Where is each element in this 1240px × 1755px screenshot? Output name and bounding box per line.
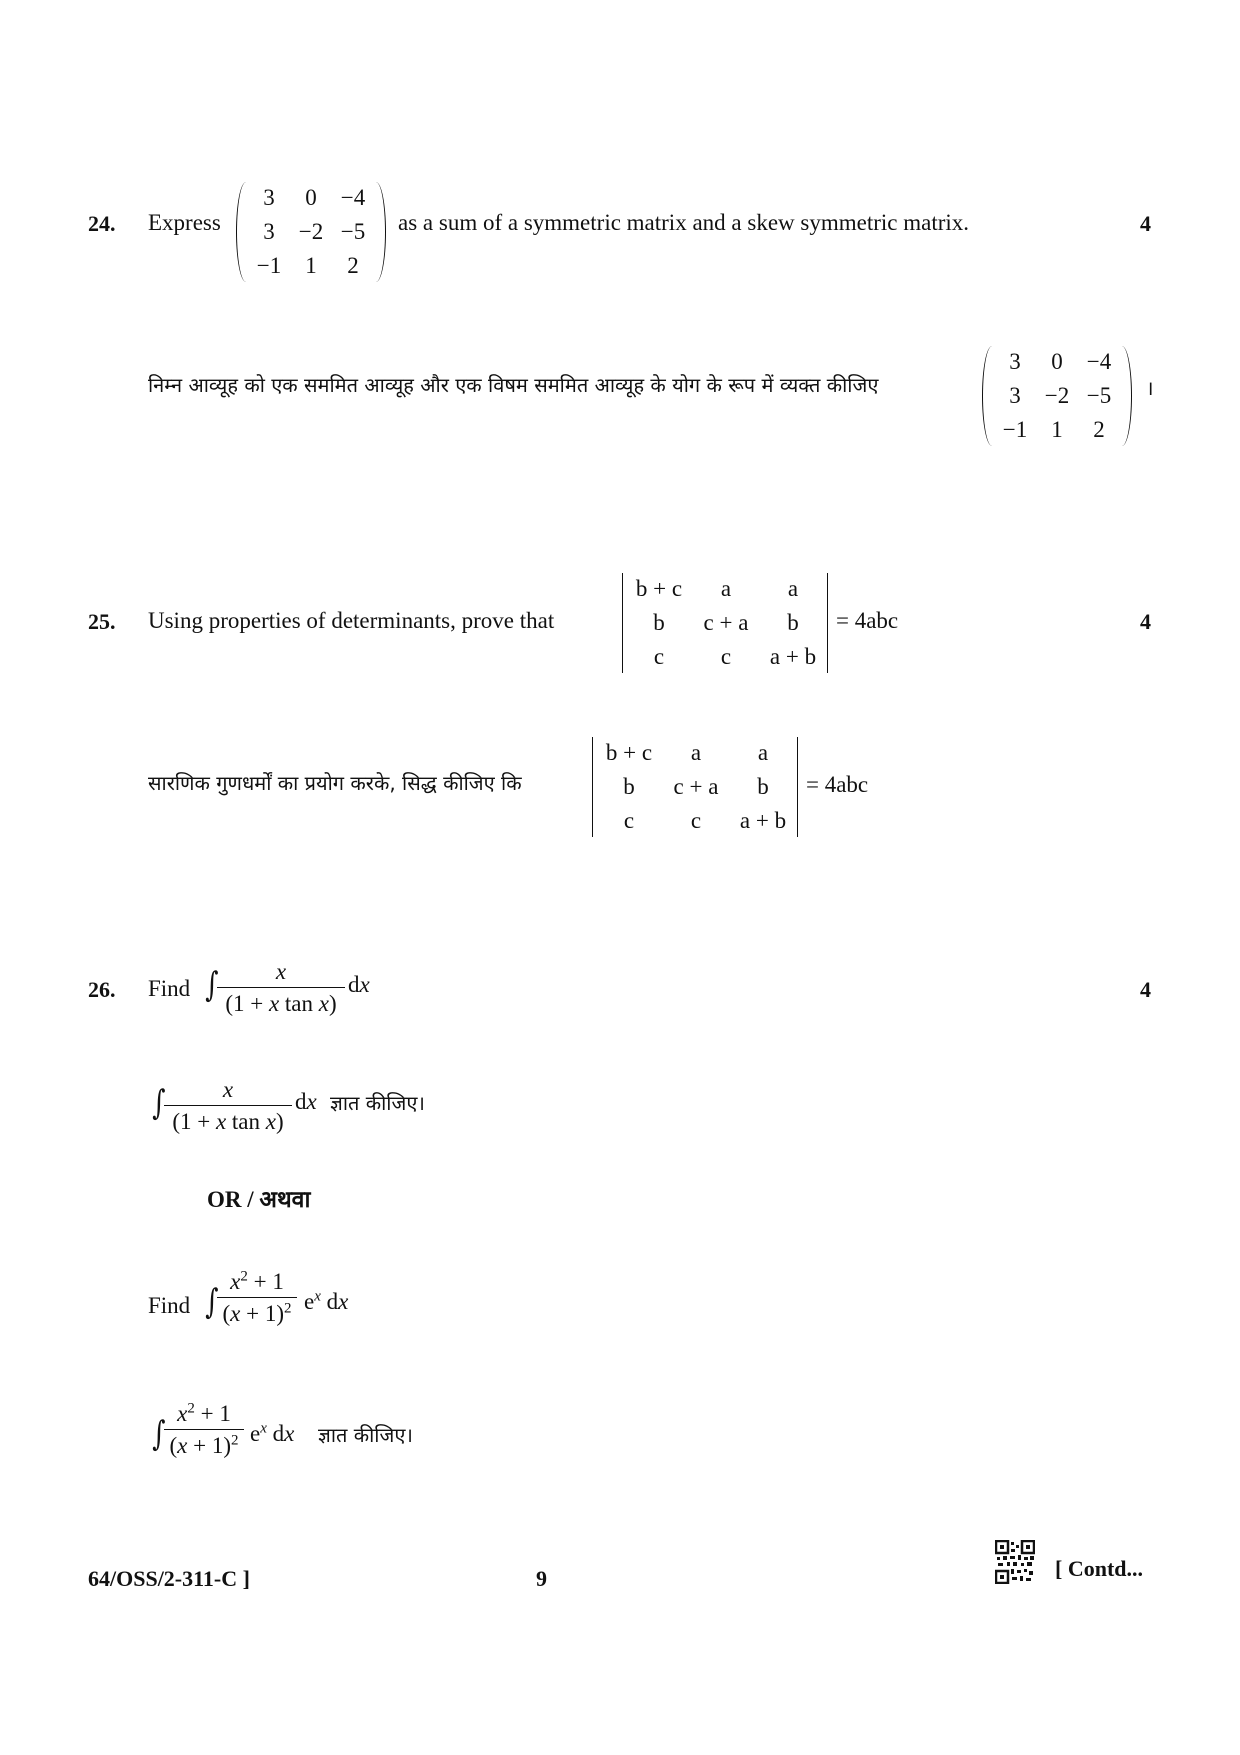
question-number-26: 26. (88, 977, 116, 1002)
determinant-right-bar (827, 573, 828, 673)
denominator-part: ( (169, 1433, 178, 1458)
determinant-cell: a (690, 740, 702, 765)
continued-label: [ Contd... (1055, 1556, 1144, 1581)
matrix-cell: 3 (263, 219, 275, 244)
denominator-variable: x (265, 1109, 276, 1134)
q26-marks: 4 (1140, 977, 1151, 1002)
q24-hindi-full-stop: । (1146, 376, 1154, 400)
denominator-part: ) (329, 991, 337, 1016)
matrix-cell: 1 (1051, 417, 1063, 442)
denominator-exponent: 2 (231, 1432, 239, 1449)
matrix-cell: −5 (1086, 383, 1112, 408)
q25-determinant-hindi (592, 737, 798, 837)
determinant-cell: c (623, 808, 635, 833)
integral-sign: ∫ (152, 1414, 166, 1454)
matrix-cell: −2 (1044, 383, 1070, 408)
matrix-cell: −1 (256, 253, 282, 278)
matrix-cell: 3 (1009, 349, 1021, 374)
determinant-cell: b (787, 610, 799, 635)
q26-hindi-find-2: ज्ञात कीजिए। (318, 1423, 413, 1447)
q26-find-label: Find (148, 976, 191, 1001)
q26-fraction-1 (217, 960, 345, 1015)
denominator-part: (1 + (225, 991, 269, 1016)
determinant-cell: c (720, 644, 732, 669)
determinant-cell: a + b (769, 644, 817, 669)
determinant-cell: b + c (605, 740, 653, 765)
q24-question-text: as a sum of a symmetric matrix and a skew symmetric matrix. (398, 210, 970, 235)
matrix-cell: 2 (347, 253, 359, 278)
determinant-cell: c + a (673, 774, 719, 799)
denominator-part: tan (279, 991, 319, 1016)
determinant-cell: a (787, 576, 799, 601)
matrix-cell: −5 (340, 219, 366, 244)
denominator-part: ) (276, 1109, 284, 1134)
q24-hindi-text: निम्न आव्यूह को एक सममित आव्यूह और एक विषम सममित आव्यूह के योग के रूप में व्यक्त कीजिए (148, 373, 879, 397)
determinant-left-bar (622, 573, 623, 673)
denominator-variable: x (318, 991, 329, 1016)
q25-determinant-english (622, 573, 828, 673)
determinant-cell: b (653, 610, 665, 635)
right-parenthesis (1121, 346, 1132, 446)
matrix-cell: 2 (1093, 417, 1105, 442)
determinant-cell: c (653, 644, 665, 669)
determinant-cell: a (720, 576, 732, 601)
q26-exp-term-hindi: $e^x$ dx (250, 1420, 295, 1446)
numerator-part: + 1 (194, 1401, 231, 1426)
determinant-cell: c (690, 808, 702, 833)
determinant-cell: b (757, 774, 769, 799)
paper-code: 64/OSS/2-311-C ] (88, 1566, 250, 1591)
q26-or-find-label: Find (148, 1293, 191, 1318)
q26-dx-1-hindi: dx (295, 1089, 317, 1114)
q24-matrix-hindi (982, 346, 1132, 446)
q26-exp-term: $e^x$ dx (304, 1288, 349, 1314)
matrix-cell: 1 (305, 253, 317, 278)
denominator-exponent: 2 (284, 1300, 292, 1317)
q26-fraction-1-hindi (164, 1078, 292, 1133)
denominator-variable: x (230, 1301, 241, 1326)
numerator-part: + 1 (247, 1269, 284, 1294)
numerator-variable: x (275, 959, 287, 984)
or-separator: OR / अथवा (207, 1187, 311, 1212)
denominator-part: (1 + (172, 1109, 216, 1134)
question-number-24: 24. (88, 211, 116, 236)
determinant-cell: b (623, 774, 635, 799)
q25-hindi-text: सारणिक गुणधर्मों का प्रयोग करके, सिद्ध कीजिए कि (148, 771, 522, 795)
denominator-variable: x (215, 1109, 227, 1134)
left-parenthesis (982, 346, 993, 446)
denominator-variable: x (177, 1433, 188, 1458)
q25-rhs: = 4abc (836, 608, 899, 633)
matrix-cell: 0 (1051, 349, 1063, 374)
denominator-variable: x (268, 991, 280, 1016)
determinant-cell: a (757, 740, 769, 765)
matrix-cell: −2 (298, 219, 324, 244)
page-number: 9 (536, 1566, 547, 1591)
q26-hindi-find-1: ज्ञात कीजिए। (330, 1091, 425, 1115)
integral-sign: ∫ (205, 965, 219, 1005)
q26-fraction-2-hindi (164, 1402, 244, 1457)
determinant-left-bar (592, 737, 593, 837)
denominator-part: ( (222, 1301, 231, 1326)
numerator-variable: x (222, 1077, 234, 1102)
numerator-variable: x (177, 1401, 188, 1426)
determinant-cell: b + c (635, 576, 683, 601)
integral-sign: ∫ (205, 1282, 219, 1322)
integral-sign: ∫ (152, 1083, 166, 1123)
q25-hindi-rhs: = 4abc (806, 772, 869, 797)
denominator-part: + 1) (187, 1433, 232, 1458)
q24-marks: 4 (1140, 211, 1151, 236)
matrix-cell: 3 (263, 185, 275, 210)
determinant-cell: a + b (739, 808, 787, 833)
determinant-cell: c + a (703, 610, 749, 635)
q24-express-label: Express (148, 210, 221, 235)
numerator-exponent: 2 (187, 1400, 195, 1417)
matrix-cell: −4 (1086, 349, 1112, 374)
q26-fraction-2 (217, 1270, 297, 1325)
q26-dx-1: dx (348, 972, 370, 997)
qr-code-icon (995, 1540, 1035, 1584)
numerator-exponent: 2 (240, 1268, 248, 1285)
denominator-part: tan (226, 1109, 266, 1134)
q25-marks: 4 (1140, 609, 1151, 634)
matrix-cell: 0 (305, 185, 317, 210)
determinant-right-bar (797, 737, 798, 837)
matrix-cell: −1 (1002, 417, 1028, 442)
numerator-variable: x (230, 1269, 241, 1294)
question-number-25: 25. (88, 609, 116, 634)
right-parenthesis (375, 182, 386, 282)
matrix-cell: 3 (1009, 383, 1021, 408)
left-parenthesis (236, 182, 247, 282)
denominator-part: + 1) (240, 1301, 285, 1326)
q25-question-text: Using properties of determinants, prove that (148, 608, 555, 633)
q24-matrix-english (236, 182, 386, 282)
matrix-cell: −4 (340, 185, 366, 210)
